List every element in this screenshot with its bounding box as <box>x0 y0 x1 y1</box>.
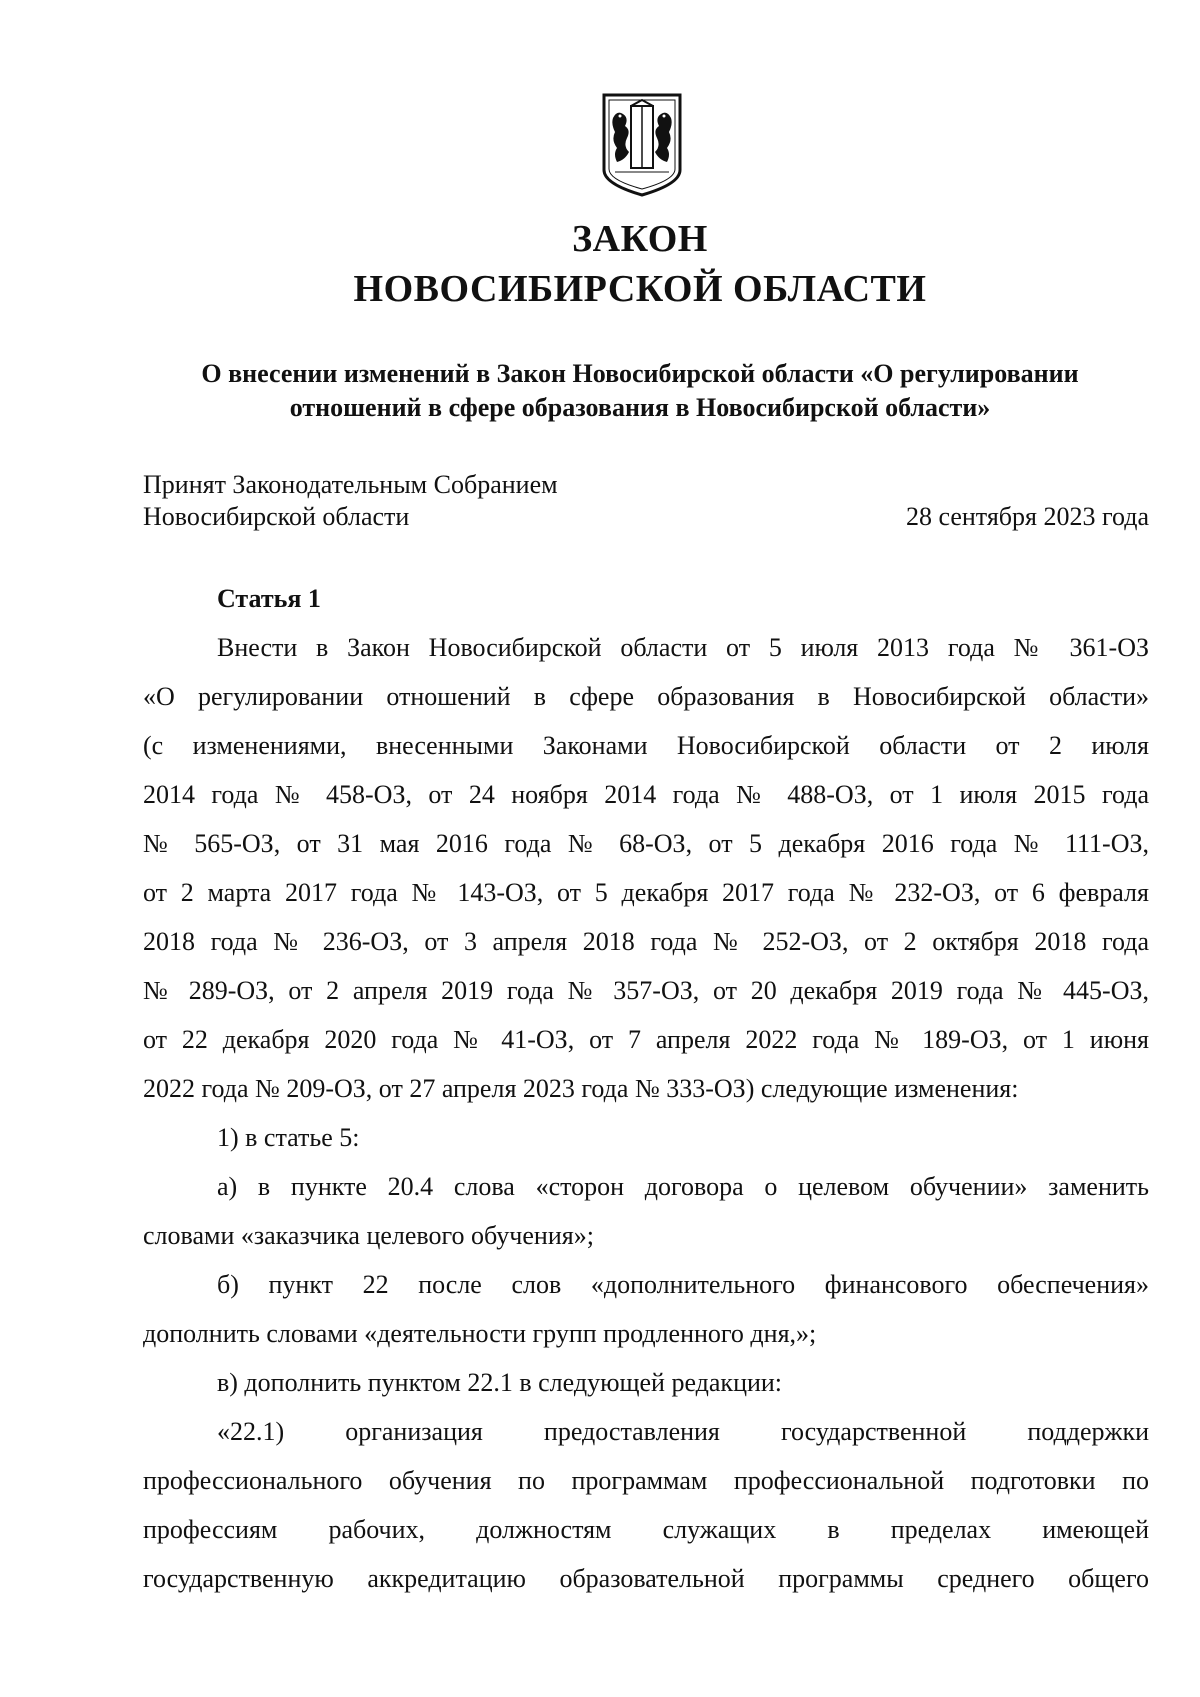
article-text-line: профессиям рабочих, должностям служащих в пределах имеющей <box>143 1515 1149 1544</box>
article-text-line: дополнить словами «деятельности групп продленного дня,»; <box>143 1319 817 1348</box>
law-subtitle-line: О внесении изменений в Закон Новосибирской области «О регулировании <box>201 359 1079 388</box>
article-text-line: «О регулировании отношений в сфере образования в Новосибирской области» <box>143 682 1149 711</box>
article-text-line: государственную аккредитацию образовательной программы среднего общего <box>143 1564 1149 1593</box>
article-text-line: № 289-ОЗ, от 2 апреля 2019 года № 357-ОЗ, от 20 декабря 2019 года № 445-ОЗ, <box>143 976 1149 1005</box>
article-text-line: (с изменениями, внесенными Законами Новосибирской области от 2 июля <box>143 731 1149 760</box>
article-text-line: от 2 марта 2017 года № 143-ОЗ, от 5 декабря 2017 года № 232-ОЗ, от 6 февраля <box>143 878 1149 907</box>
adoption-body-line: Принят Законодательным Собранием <box>143 470 558 499</box>
article-text-line: словами «заказчика целевого обучения»; <box>143 1221 594 1250</box>
article-text-line: профессионального обучения по программам профессиональной подготовки по <box>143 1466 1149 1495</box>
article-text-line: 2018 года № 236-ОЗ, от 3 апреля 2018 года № 252-ОЗ, от 2 октября 2018 года <box>143 927 1149 956</box>
law-title: ЗАКОН <box>572 218 708 260</box>
article-heading: Статья 1 <box>217 584 321 613</box>
article-text-line: Внести в Закон Новосибирской области от 5 июля 2013 года № 361-ОЗ <box>217 633 1149 662</box>
article-text-line: 2022 года № 209-ОЗ, от 27 апреля 2023 года № 333-ОЗ) следующие изменения: <box>143 1074 1019 1103</box>
adoption-date: 28 сентября 2023 года <box>905 502 1149 531</box>
article-text-line: б) пункт 22 после слов «дополнительного финансового обеспечения» <box>217 1270 1149 1299</box>
article-text-line: а) в пункте 20.4 слова «сторон договора о целевом обучении» заменить <box>217 1172 1149 1201</box>
coat-of-arms-icon <box>601 92 683 198</box>
adoption-body-line: Новосибирской области <box>143 502 410 531</box>
article-text-line: «22.1) организация предоставления государственной поддержки <box>217 1417 1149 1446</box>
law-region-title: НОВОСИБИРСКОЙ ОБЛАСТИ <box>353 268 927 310</box>
article-text-line: № 565-ОЗ, от 31 мая 2016 года № 68-ОЗ, от 5 декабря 2016 года № 111-ОЗ, <box>143 829 1149 858</box>
law-subtitle-line: отношений в сфере образования в Новосибирской области» <box>289 393 991 422</box>
article-text-line: от 22 декабря 2020 года № 41-ОЗ, от 7 апреля 2022 года № 189-ОЗ, от 1 июня <box>143 1025 1149 1054</box>
article-text-line: 1) в статье 5: <box>217 1123 360 1152</box>
article-text-line: 2014 года № 458-ОЗ, от 24 ноября 2014 года № 488-ОЗ, от 1 июля 2015 года <box>143 780 1149 809</box>
article-text-line: в) дополнить пунктом 22.1 в следующей редакции: <box>217 1368 783 1397</box>
